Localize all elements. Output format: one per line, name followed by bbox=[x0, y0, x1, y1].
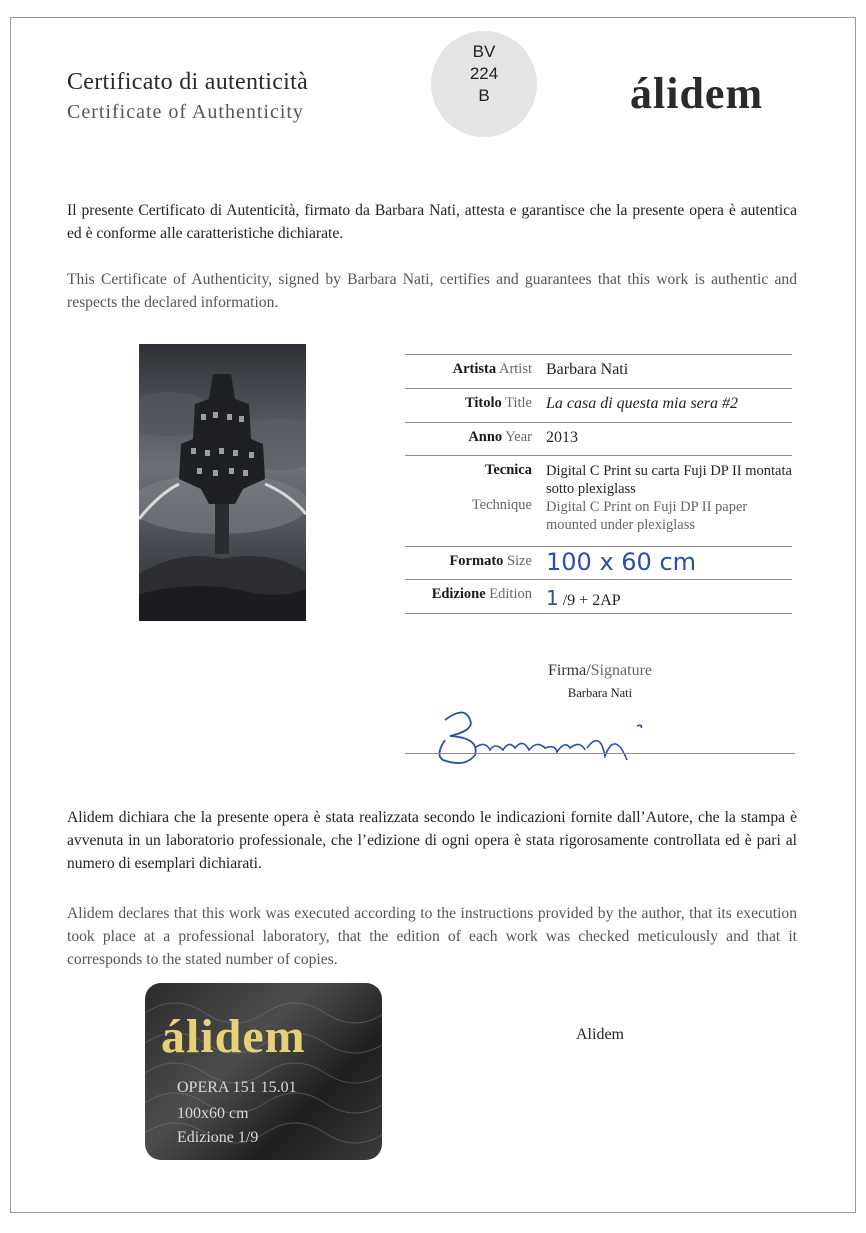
year-label-it: Anno bbox=[468, 429, 503, 445]
title-value: La casa di questa mia sera #2 bbox=[544, 389, 792, 423]
technique-label-it: Tecnica bbox=[485, 462, 532, 478]
edition-label-it: Edizione bbox=[431, 586, 486, 602]
signature-label-en: Signature bbox=[590, 662, 652, 679]
intro-text-it: Il presente Certificato di Autenticità, firmato da Barbara Nati, attesta e garantisce che la presente opera è autentica ed è conforme alle caratteristiche dichiarate. bbox=[67, 202, 797, 242]
details-row-year bbox=[405, 423, 792, 456]
certificate-title-en: Certificate of Authenticity bbox=[67, 101, 304, 123]
hologram-size-line: 100x60 cm bbox=[177, 1105, 249, 1122]
year-value: 2013 bbox=[544, 423, 792, 456]
details-row-edition bbox=[405, 580, 792, 614]
certificate-title-it: Certificato di autenticità bbox=[67, 69, 309, 95]
stamp-line: B bbox=[478, 86, 490, 105]
details-row-technique bbox=[405, 456, 792, 547]
technique-value-it: Digital C Print su carta Fuji DP II montata sotto plexiglass bbox=[546, 463, 792, 497]
technique-value-en: Digital C Print on Fuji DP II paper mounted under plexiglass bbox=[546, 499, 748, 533]
handwritten-signature bbox=[405, 700, 795, 770]
artwork-illustration bbox=[139, 344, 306, 621]
signatory-name: Barbara Nati bbox=[567, 686, 633, 700]
size-label-it: Formato bbox=[449, 553, 504, 569]
technique-value bbox=[544, 456, 792, 547]
artwork-image bbox=[139, 344, 306, 621]
declaration-text-en: Alidem declares that this work was executed according to the instructions provided by the author, that its execution took place at a professional laboratory, that the edition of each work was checked meticulously and that it corresponds to the stated number of copies. bbox=[67, 905, 797, 968]
inventory-stamp bbox=[431, 31, 537, 137]
hologram-seal bbox=[145, 983, 382, 1160]
signature-label-it: Firma/ bbox=[548, 662, 591, 679]
artist-value: Barbara Nati bbox=[544, 355, 792, 389]
size-label-en: Size bbox=[507, 553, 532, 569]
stamp-line: BV bbox=[472, 42, 496, 61]
details-row-artist bbox=[405, 355, 792, 389]
intro-text-en: This Certificate of Authenticity, signed by Barbara Nati, certifies and guarantees that this work is authentic and respects the declared information. bbox=[67, 271, 797, 311]
artist-label-it: Artista bbox=[452, 361, 497, 377]
hologram-edition-line: Edizione 1/9 bbox=[177, 1129, 259, 1146]
alidem-logo bbox=[630, 68, 763, 119]
signature-line bbox=[405, 753, 795, 754]
details-row-size bbox=[405, 547, 792, 580]
declaration-text-it: Alidem dichiara che la presente opera è stata realizzata secondo le indicazioni fornite dall’Autore, che la stampa è avvenuta in un laboratorio professionale, che l’edizione di ogni opera è stata rigorosamente controllata ed è pari al numero di esemplari dichiarati. bbox=[67, 809, 797, 872]
logo-text: álidem bbox=[630, 69, 764, 118]
size-handwritten: 100 x 60 cm bbox=[546, 548, 697, 576]
technique-label bbox=[405, 456, 544, 547]
artist-label bbox=[405, 355, 544, 389]
edition-number-handwritten: 1 bbox=[546, 586, 559, 610]
signature-label bbox=[405, 662, 795, 680]
technique-label-en: Technique bbox=[471, 497, 532, 513]
title-label-it: Titolo bbox=[464, 395, 502, 411]
edition-label-en: Edition bbox=[489, 586, 532, 602]
size-value bbox=[544, 547, 792, 580]
title-label-en: Title bbox=[505, 395, 532, 411]
artist-label-en: Artist bbox=[498, 361, 532, 377]
year-label bbox=[405, 423, 544, 456]
title-label bbox=[405, 389, 544, 423]
artwork-details-table bbox=[405, 354, 792, 614]
certificate-border bbox=[10, 17, 856, 1213]
hologram-logo: álidem bbox=[161, 1010, 306, 1063]
company-signature: Alidem bbox=[576, 1026, 624, 1043]
signature-block bbox=[405, 662, 795, 701]
hologram-opera-line: OPERA 151 15.01 bbox=[177, 1079, 297, 1096]
size-label bbox=[405, 547, 544, 580]
edition-value bbox=[544, 580, 792, 614]
year-label-en: Year bbox=[505, 429, 532, 445]
edition-label bbox=[405, 580, 544, 614]
edition-total: /9 + 2AP bbox=[562, 592, 621, 609]
stamp-line: 224 bbox=[469, 64, 499, 83]
details-row-title bbox=[405, 389, 792, 423]
